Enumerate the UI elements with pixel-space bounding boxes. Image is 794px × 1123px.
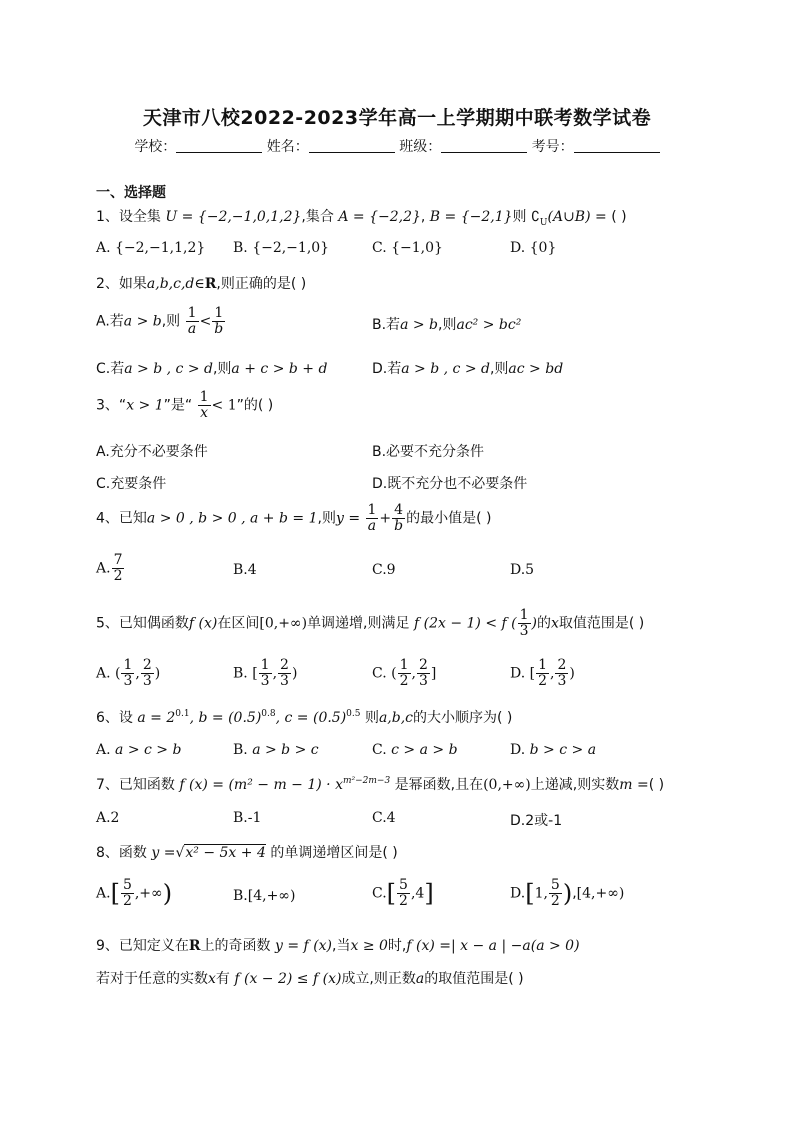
q6-option-b[interactable]: B. a > b > c — [233, 742, 319, 758]
q1-option-a[interactable]: A. {−2,−1,1,2} — [96, 240, 206, 256]
name-label: 姓名： — [266, 139, 309, 155]
q8-option-b[interactable]: B.[4,+∞) — [233, 888, 296, 904]
question-3: 3、“x > 1”是“ $\frac{1}{x}$ < 1”的( ) — [96, 389, 274, 421]
q3-option-d[interactable]: D.既不充分也不必要条件 — [372, 476, 528, 492]
q5-option-a[interactable]: A. ( $\frac{1}{3}$ , $\frac{2}{3}$ ) — [96, 657, 161, 689]
q7-option-b[interactable]: B.-1 — [233, 810, 262, 826]
question-7: 7、已知函数 f $(x) = (m^2 - m - 1) \cdot x^{m^2-2m-3}$ 是幂函数,且在(0,+∞)上递减,则实数m =( ) — [96, 776, 665, 793]
question-9: 9、已知定义在R上的奇函数 y = f (x),当x ≥ 0时,f (x) =| x − a | −a(a > 0) — [96, 938, 580, 954]
class-blank[interactable] — [441, 140, 527, 153]
q4-option-c[interactable]: C.9 — [372, 562, 396, 578]
student-info-line — [0, 136, 794, 156]
q2-option-d[interactable]: D.若a > b , c > d,则ac > bd — [372, 361, 564, 377]
question-1: 1、设全集 U = {−2,−1,0,1,2},集合 A = {−2,2}, B = {−2,1}则 $∁_U(A\cup B)$ = ( ) — [96, 209, 627, 228]
complement-symbol: $∁_U$ — [530, 209, 548, 228]
q7-option-c[interactable]: C.4 — [372, 810, 396, 826]
exam-number-blank[interactable] — [574, 140, 660, 153]
q4-option-d[interactable]: D.5 — [510, 562, 535, 578]
q5-option-c[interactable]: C. ( $\frac{1}{2}$ , $\frac{2}{3}$ ] — [372, 657, 437, 689]
question-6: 6、设 $a = 2^{0.1}$, $b = (0.5)^{0.8}$, $c = (0.5)^{0.5}$ 则a,b,c的大小顺序为( ) — [96, 709, 513, 726]
q5-option-d[interactable]: D. [ $\frac{1}{2}$ , $\frac{2}{3}$ ) — [510, 657, 575, 689]
name-blank[interactable] — [309, 140, 395, 153]
q2-option-a[interactable]: A.若a > b,则 $\frac{1}{a}$ < $\frac{1}{b}$ — [96, 305, 224, 337]
q1-option-c[interactable]: C. {−1,0} — [372, 240, 443, 256]
exam-title: 天津市八校2022-2023学年高一上学期期中联考数学试卷 — [142, 107, 652, 129]
q3-option-c[interactable]: C.充要条件 — [96, 476, 167, 492]
question-5: 5、已知偶函数f (x)在区间[0,+∞)单调递增,则满足 f (2x − 1) < f ( $\frac{1}{3}$ )的x取值范围是( ) — [96, 607, 645, 639]
school-blank[interactable] — [176, 140, 262, 153]
q4-option-b[interactable]: B.4 — [233, 562, 257, 578]
q8-option-d[interactable]: D.[1, $\frac{5}{2}$ ),[4,+∞) — [510, 877, 625, 909]
q6-option-d[interactable]: D. b > c > a — [510, 742, 597, 758]
q2-option-c[interactable]: C.若a > b , c > d,则a + c > b + d — [96, 361, 328, 377]
question-2: 2、如果a,b,c,d∈R,则正确的是( ) — [96, 276, 307, 292]
question-8: 8、函数 y =√x² − 5x + 4 的单调递增区间是( ) — [96, 845, 398, 861]
q1-option-d[interactable]: D. {0} — [510, 240, 557, 256]
q8-option-c[interactable]: C.[ $\frac{5}{2}$ ,4] — [372, 877, 434, 909]
q2-option-b[interactable]: B.若a > b,则ac² > bc² — [372, 317, 522, 333]
q7-option-d[interactable]: D.2或-1 — [510, 813, 563, 829]
q7-option-a[interactable]: A.2 — [96, 810, 120, 826]
question-9-line-2: 若对于任意的实数x有 f (x − 2) ≤ f (x)成立,则正数a的取值范围是( ) — [96, 971, 524, 987]
section-heading: 一、选择题 — [96, 185, 166, 201]
q6-option-a[interactable]: A. a > c > b — [96, 742, 182, 758]
q4-option-a[interactable]: A. $\frac{7}{2}$ — [96, 552, 123, 584]
exam-number-label: 考号： — [531, 139, 574, 155]
question-4: 4、已知a > 0 , b > 0 , a + b = 1,则y = $\frac{1}{a}$ + $\frac{4}{b}$ 的最小值是( ) — [96, 502, 492, 534]
q3-option-b[interactable]: B.必要不充分条件 — [372, 444, 485, 460]
q1-option-b[interactable]: B. {−2,−1,0} — [233, 240, 330, 256]
class-label: 班级： — [399, 139, 442, 155]
q6-option-c[interactable]: C. c > a > b — [372, 742, 458, 758]
school-label: 学校： — [134, 139, 177, 155]
q3-option-a[interactable]: A.充分不必要条件 — [96, 444, 208, 460]
q8-option-a[interactable]: A.[ $\frac{5}{2}$ ,+∞) — [96, 877, 173, 909]
q5-option-b[interactable]: B. [ $\frac{1}{3}$ , $\frac{2}{3}$ ) — [233, 657, 298, 689]
